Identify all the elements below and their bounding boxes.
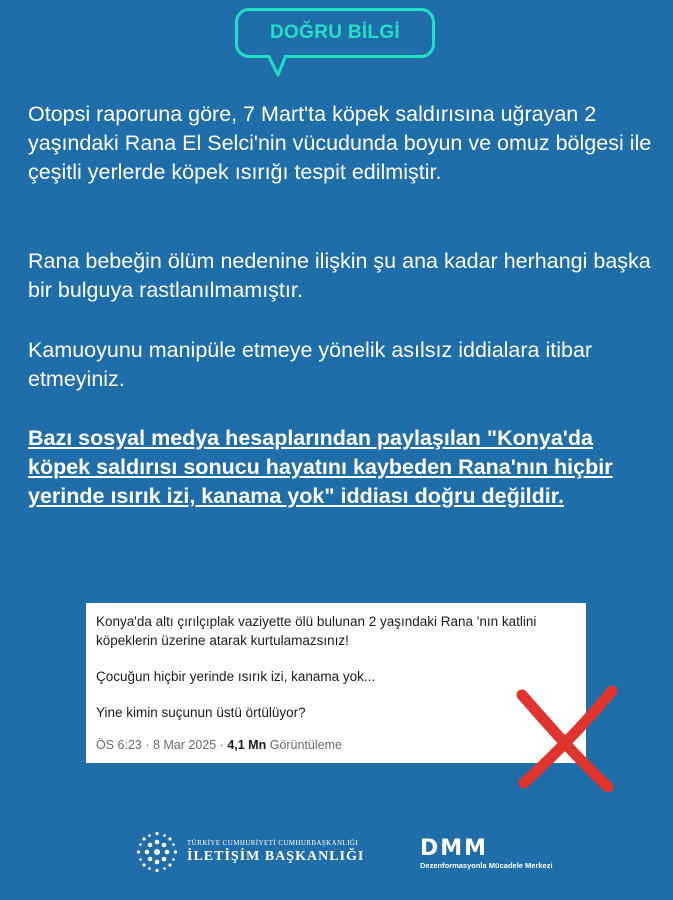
- tweet-text-line: Konya'da altı çırılçıplak vaziyette ölü bulunan 2 yaşındaki Rana 'nın katlini köpeklerin üzerine atarak kurtulamazsınız!: [96, 614, 537, 648]
- presidency-emblem-icon: [135, 830, 179, 874]
- verdict-badge-label: DOĞRU BİLGİ: [270, 22, 400, 43]
- paragraph-no-findings: Rana bebeğin ölüm nedenine ilişkin şu ana kadar herhangi başka bir bulguya rastlanılmamıştır.: [28, 249, 651, 302]
- badge-speech-tail: [268, 55, 288, 77]
- tweet-views-label: Görüntüleme: [269, 738, 342, 752]
- dmm-subtitle: Dezenformasyonla Mücadele Merkezi: [420, 861, 553, 870]
- paragraph-autopsy: Otopsi raporuna göre, 7 Mart'ta köpek saldırısına uğrayan 2 yaşındaki Rana El Selci'nin vücudunda boyun ve omuz bölgesi ile çeşitli yerlerde köpek ısırığı tespit edilmiştir.: [28, 102, 652, 184]
- dmm-wordmark: DMM: [420, 836, 489, 861]
- verdict-badge: [235, 8, 435, 58]
- claim-tweet-screenshot: [86, 603, 586, 763]
- paragraph-warning: Kamuoyunu manipüle etmeye yönelik asılsız iddialara itibar etmeyiniz.: [28, 338, 593, 391]
- red-cross-icon: [512, 683, 622, 793]
- tweet-timestamp: ÖS 6:23 · 8 Mar 2025 ·: [96, 738, 224, 752]
- paragraph-claim-false: Bazı sosyal medya hesaplarından paylaşılan "Konya'da köpek saldırısı sonucu hayatını kaybeden Rana'nın hiçbir yerinde ısırık izi, kanama yok" iddiası doğru değildir.: [28, 426, 613, 508]
- iletisim-baskanligi-logo: [135, 830, 364, 874]
- tweet-meta: [96, 736, 576, 755]
- dmm-logo: [420, 838, 553, 871]
- tweet-text-line: Çocuğun hiçbir yerinde ısırık izi, kanama yok...: [96, 669, 376, 684]
- org-name: İLETİŞİM BAŞKANLIĞI: [187, 849, 365, 864]
- tweet-views-count: 4,1 Mn: [227, 738, 267, 752]
- tweet-text-line: Yine kimin suçunun üstü örtülüyor?: [96, 705, 306, 720]
- org-parent-name: TÜRKİYE CUMHURİYETİ CUMHURBAŞKANLIĞI: [187, 839, 359, 847]
